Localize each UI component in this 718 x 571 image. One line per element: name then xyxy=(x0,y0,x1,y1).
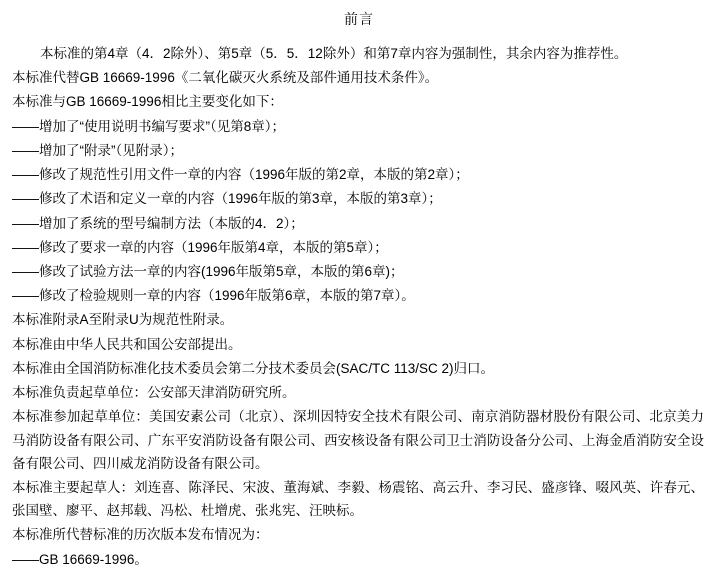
paragraph: 本标准参加起草单位：美国安素公司（北京）、深圳因特安全技术有限公司、南京消防器材股份有限公司、北京美力马消防设备有限公司、广东平安消防设备有限公司、西安核设备有限公司卫士消防设备分公司、上海金盾消防安全设备有限公司、四川威龙消防设备有限公司。 xyxy=(12,409,704,471)
paragraph-change-item: ——增加了系统的型号编制方法（本版的4．2）； xyxy=(12,215,304,231)
paragraph: 本标准代替GB 16669-1996《二氧化碳灭火系统及部件通用技术条件》。 xyxy=(12,70,439,86)
paragraph-change-item: ——修改了检验规则一章的内容（1996年版第6章，本版的第7章）。 xyxy=(12,288,415,304)
paragraph-version-item: ——GB 16669-1996。 xyxy=(12,551,148,567)
page-title: 前言 xyxy=(344,11,374,27)
paragraph: 本标准由中华人民共和国公安部提出。 xyxy=(12,336,242,352)
paragraph: 本标准附录A至附录U为规范性附录。 xyxy=(12,312,234,328)
paragraph-change-item: ——增加了“附录”（见附录）； xyxy=(12,142,183,158)
paragraph: 本标准所代替标准的历次版本发布情况为： xyxy=(12,527,269,543)
paragraph-change-item: ——增加了“使用说明书编写要求”（见第8章）； xyxy=(12,118,285,134)
paragraph-change-item: ——修改了试验方法一章的内容(1996年版第5章，本版的第6章)； xyxy=(12,263,404,279)
paragraph: 本标准与GB 16669-1996相比主要变化如下： xyxy=(12,94,283,110)
paragraph: 本标准由全国消防标准化技术委员会第二分技术委员会(SAC/TC 113/SC 2)归口。 xyxy=(12,360,495,376)
paragraph: 本标准主要起草人：刘连喜、陈泽民、宋波、董海斌、李毅、杨震铭、高云升、李习民、盛彦锋、啜风英、许春元、张国壁、廖平、赵邦载、冯松、杜增虎、张兆宪、汪映标。 xyxy=(12,479,704,519)
paragraph: 本标准的第4章（4．2除外）、第5章（5．5．12除外）和第7章内容为强制性，其余内容为推荐性。 xyxy=(40,46,628,61)
paragraph-change-item: ——修改了规范性引用文件一章的内容（1996年版的第2章，本版的第2章）； xyxy=(12,167,469,183)
paragraph-change-item: ——修改了要求一章的内容（1996年版第4章，本版的第5章）； xyxy=(12,239,388,255)
paragraph: 本标准负责起草单位：公安部天津消防研究所。 xyxy=(12,385,296,401)
paragraph-change-item: ——修改了术语和定义一章的内容（1996年版的第3章，本版的第3章）； xyxy=(12,191,442,207)
